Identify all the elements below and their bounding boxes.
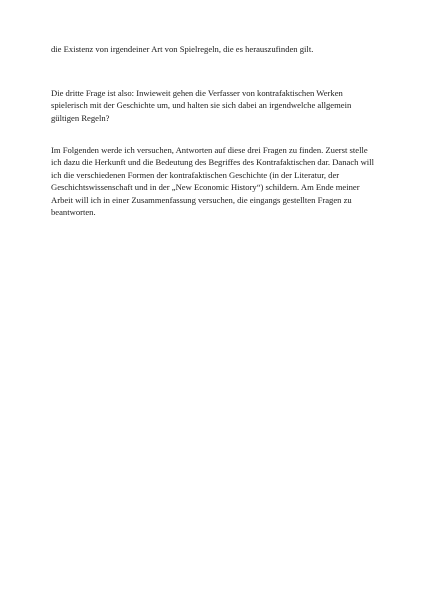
text-line: Im Folgenden werde ich versuchen, Antworten auf diese drei Fragen zu finden. Zuerst stelle bbox=[51, 145, 368, 155]
paragraph-2 bbox=[51, 87, 381, 124]
text-line: Geschichtswissenschaft und in der „New Economic History“) schildern. Am Ende meiner bbox=[51, 182, 360, 193]
paragraph-3 bbox=[51, 144, 381, 218]
text-line: die Existenz von irgendeiner Art von Spielregeln, die es herauszufinden gilt. bbox=[51, 44, 314, 54]
text-line: gültigen Regeln? bbox=[51, 112, 110, 123]
text-line: Arbeit will ich in einer Zusammenfassung versuchen, die eingangs gestellten Fragen zu bbox=[51, 194, 352, 205]
text-line: Die dritte Frage ist also: Inwieweit gehen die Verfasser von kontrafaktischen Werken bbox=[51, 88, 343, 98]
text-line: spielerisch mit der Geschichte um, und halten sie sich dabei an irgendwelche allgemein bbox=[51, 100, 352, 111]
text-line: ich die verschiedenen Formen der kontrafaktischen Geschichte (in der Literatur, der bbox=[51, 169, 340, 180]
paragraph-1 bbox=[51, 43, 381, 55]
text-line: beantworten. bbox=[51, 207, 96, 218]
text-line: ich dazu die Herkunft und die Bedeutung des Begriffes des Kontrafaktischen dar. Danach will bbox=[51, 157, 374, 168]
